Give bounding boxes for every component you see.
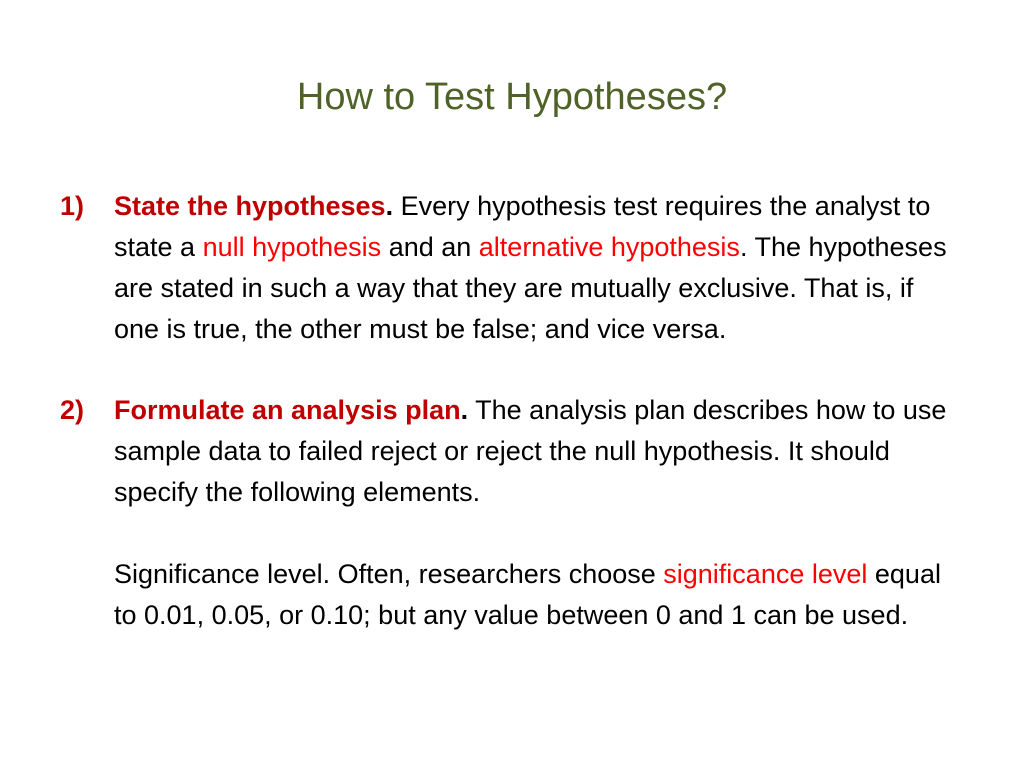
body-text: equal to 0.01, 0.05, or 0.10; but any value between 0 and 1 can be used. xyxy=(114,559,941,630)
heading-period: . xyxy=(385,191,394,221)
term-alternative-hypothesis: alternative hypothesis xyxy=(478,232,740,262)
slide-title: How to Test Hypotheses? xyxy=(296,76,728,118)
body-text: The analysis plan describes how to use sample data to failed reject or reject the null hypothesis. It should specify the following elements. xyxy=(114,395,947,507)
list-item-1 xyxy=(60,186,960,350)
item-heading: State the hypotheses xyxy=(114,191,386,221)
term-significance-level: significance level xyxy=(663,559,868,589)
body-text: and an xyxy=(381,232,479,262)
list-number: 2) xyxy=(60,395,85,425)
list-number: 1) xyxy=(60,191,85,221)
body-text: . The hypotheses are stated in such a way that they are mutually exclusive. That is, if one is true, the other must be false; and vice versa. xyxy=(114,232,947,344)
term-null-hypothesis: null hypothesis xyxy=(202,232,382,262)
body-text: Every hypothesis test requires the analyst to state a xyxy=(114,191,931,262)
item-paragraph xyxy=(114,186,960,350)
item-paragraph xyxy=(114,390,960,513)
list-item-2 xyxy=(60,390,960,636)
body-text: Significance level. Often, researchers choose xyxy=(114,559,664,589)
numbered-list xyxy=(60,186,960,636)
item-heading: Formulate an analysis plan xyxy=(114,395,461,425)
item-subparagraph xyxy=(114,554,960,636)
heading-period: . xyxy=(460,395,469,425)
